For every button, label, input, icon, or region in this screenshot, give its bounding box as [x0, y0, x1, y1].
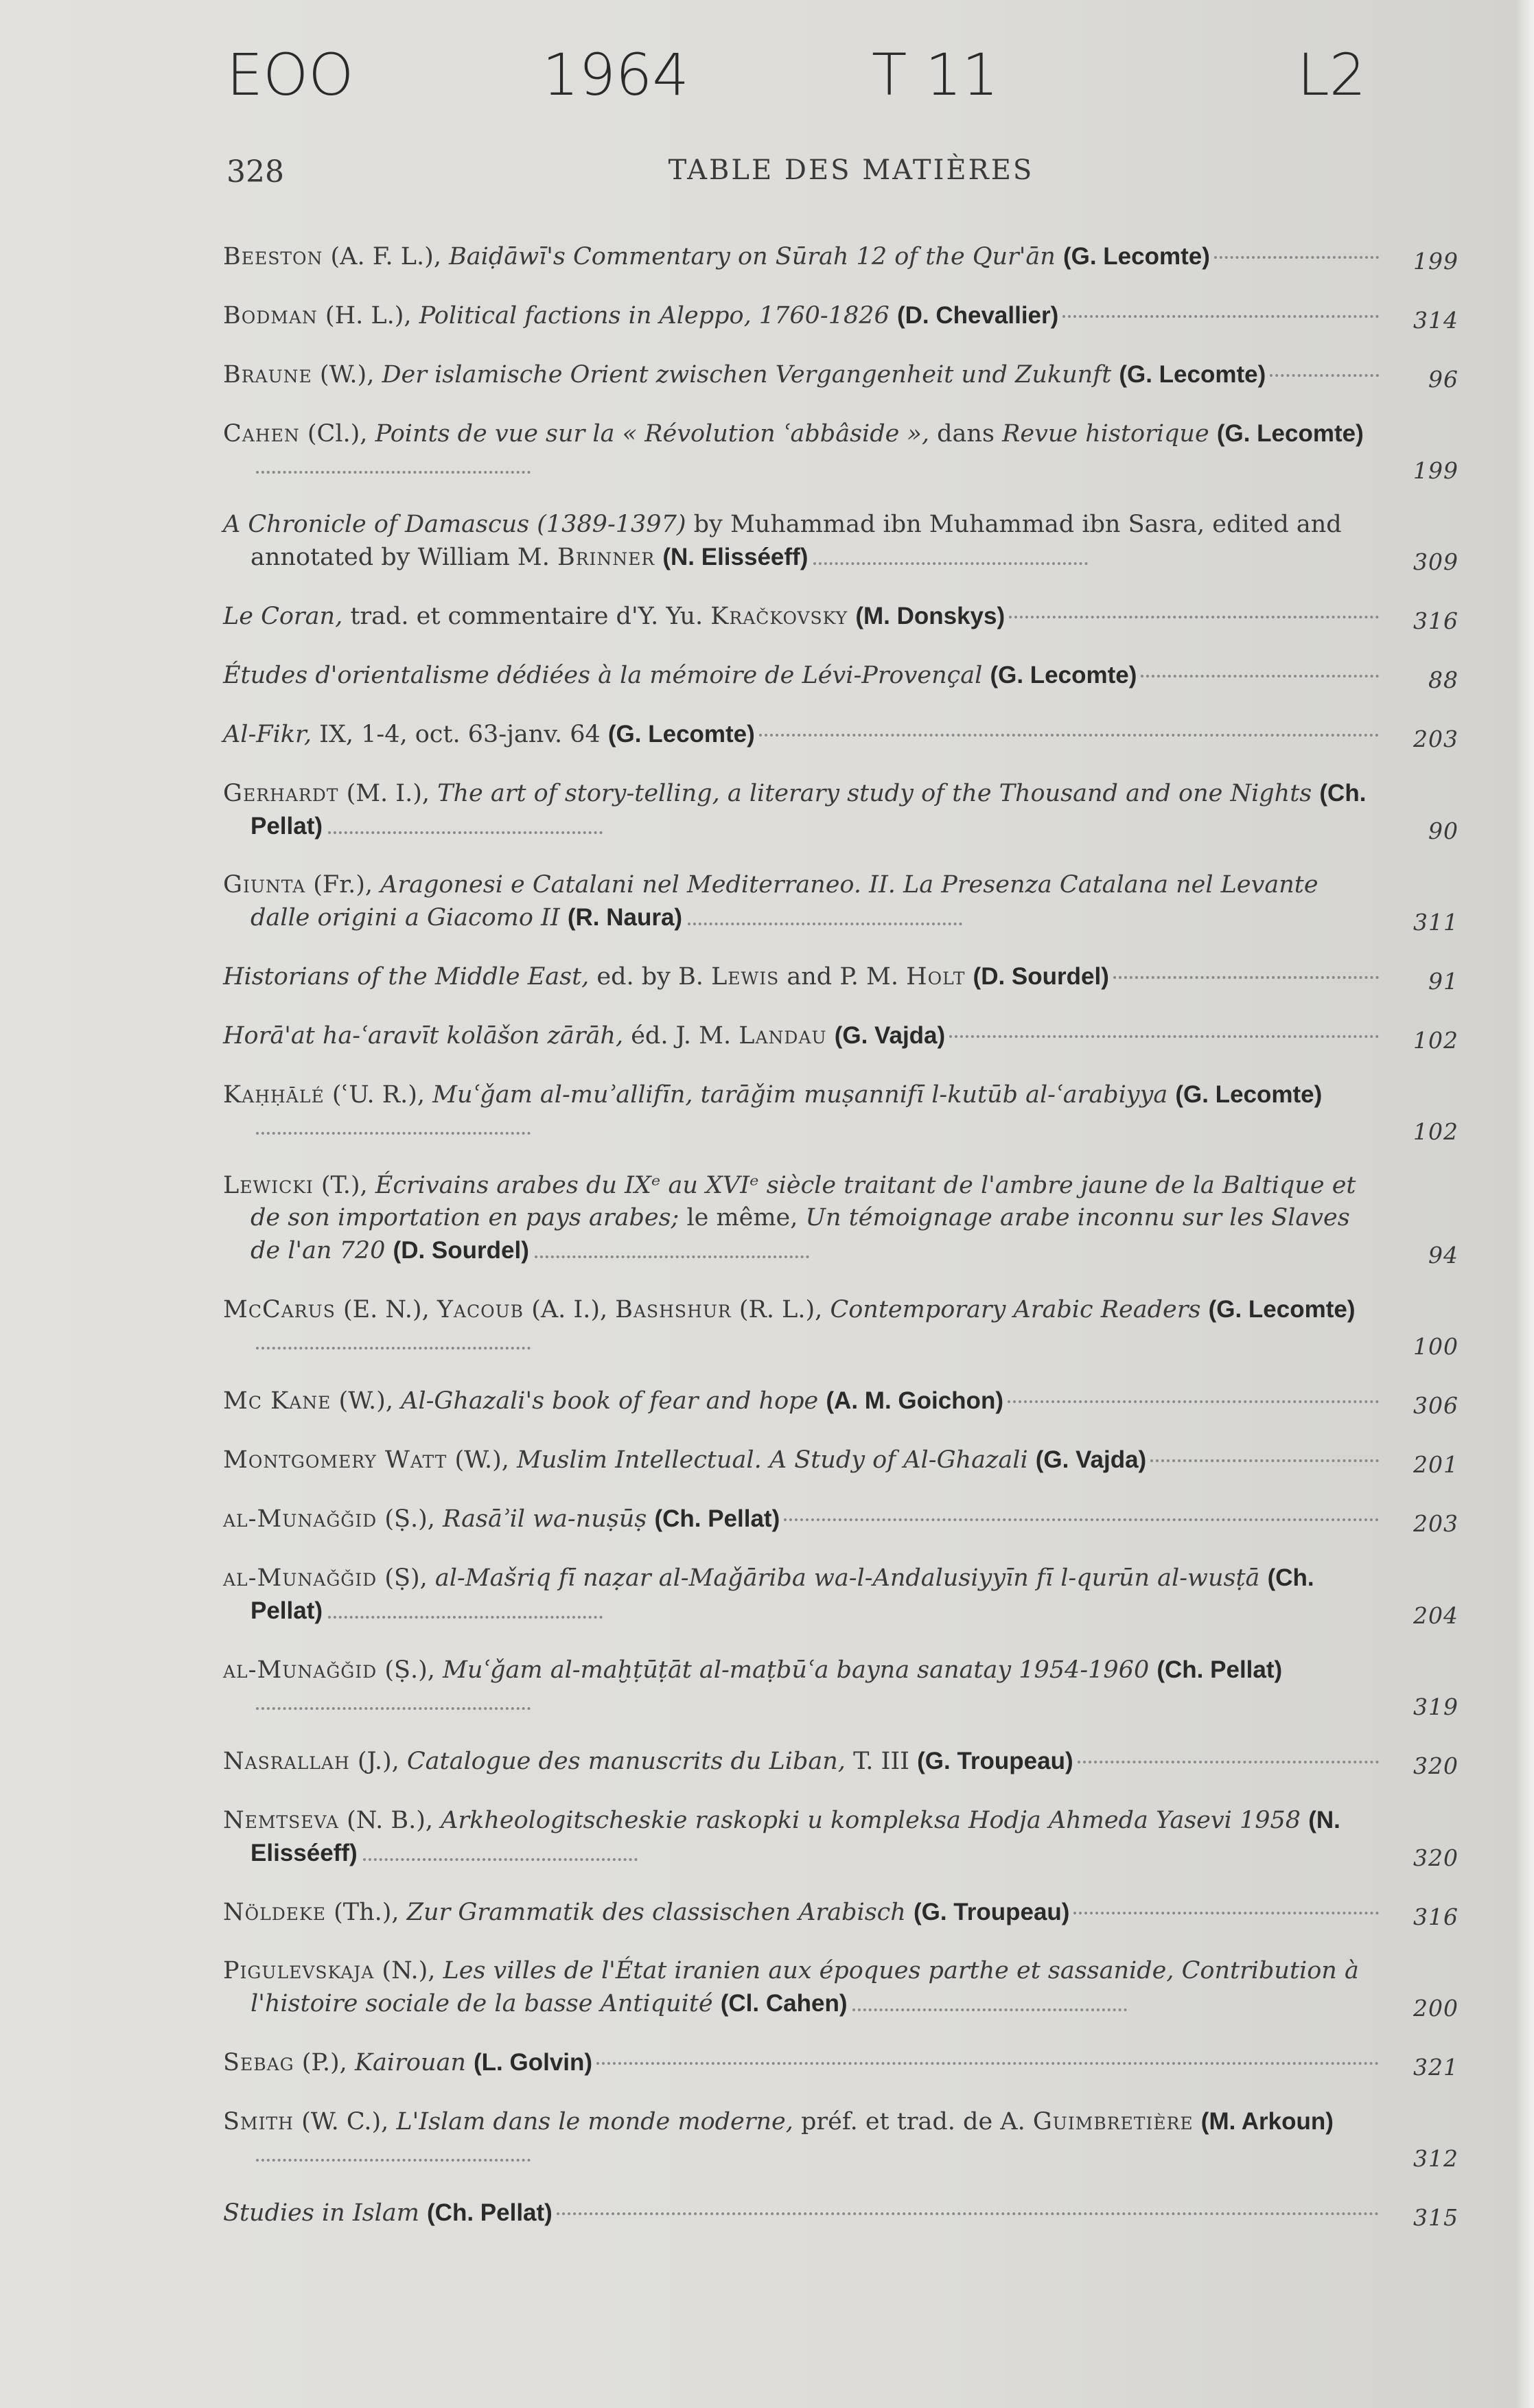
- entry-reviewer: (G. Vajda): [1035, 1446, 1147, 1473]
- entry-author: Nemtseva: [223, 1807, 339, 1834]
- entry-title: L'Islam dans le monde moderne,: [396, 2108, 793, 2135]
- toc-entry: [223, 240, 1459, 273]
- toc-entry: [223, 1170, 1459, 1267]
- entry-initials: (N.),: [374, 1957, 443, 1984]
- leader-dots: [759, 734, 1379, 737]
- entry-line: [223, 2197, 1459, 2230]
- entry-page-number: 316: [1413, 1903, 1459, 1930]
- entry-reviewer: (M. Donskys): [855, 603, 1006, 629]
- entry-title: Contemporary Arabic Readers: [830, 1296, 1201, 1323]
- entry-reviewer: (G. Lecomte): [1208, 1296, 1356, 1323]
- entry-reviewer: (G. Troupeau): [917, 1748, 1073, 1774]
- entry-title: Der islamische Orient zwischen Vergangenheit und Zukunft: [382, 361, 1112, 389]
- entry-text: [223, 1896, 1069, 1929]
- entry-initials: (R. L.),: [731, 1296, 830, 1323]
- toc-entry: [223, 1503, 1459, 1536]
- toc-entry: [223, 1896, 1459, 1929]
- entry-author: Brinner: [557, 544, 655, 571]
- entry-page-number: 102: [1413, 1118, 1459, 1145]
- page-edge: [1513, 0, 1534, 2408]
- entry-initials: (A. F. L.),: [323, 243, 450, 270]
- entry-reviewer: (M. Arkoun): [1200, 2108, 1334, 2135]
- leader-dots: [363, 1858, 638, 1861]
- entry-title: Political factions in Aleppo, 1760-1826: [419, 302, 890, 329]
- entry-reviewer: (G. Troupeau): [913, 1899, 1070, 1925]
- leader-dots: [1150, 1459, 1379, 1462]
- entry-initials: (Ṣ),: [377, 1564, 435, 1592]
- leader-dots: [256, 2159, 531, 2162]
- entry-line: [223, 1385, 1459, 1417]
- entry-text: [223, 718, 755, 751]
- entry-author: Kračkovsky: [710, 603, 848, 630]
- leader-dots: [784, 1518, 1379, 1521]
- entry-text: [223, 659, 1137, 692]
- entry-author: Guimbretière: [1032, 2108, 1194, 2135]
- entry-details: [890, 302, 897, 329]
- entry-author: al-Munaǧǧid: [223, 1505, 377, 1533]
- entry-initials: (W. C.),: [293, 2108, 397, 2135]
- entry-reviewer: (G. Lecomte): [1175, 1081, 1323, 1108]
- entry-title: Points de vue sur la « Révolution ʿabbâside »,: [375, 420, 930, 448]
- entry-author: Bashshur: [615, 1296, 732, 1323]
- entry-details: préf. et trad. de A.: [793, 2108, 1033, 2135]
- leader-dots: [256, 1132, 531, 1135]
- leader-dots: [328, 831, 603, 834]
- entry-title: Catalogue des manuscrits du Liban,: [406, 1748, 846, 1775]
- entry-details: [1028, 1446, 1036, 1474]
- leader-dots: [852, 2008, 1127, 2011]
- entry-author: Beeston: [223, 243, 323, 270]
- toc-entry: [223, 1385, 1459, 1417]
- entry-details: [1149, 1656, 1157, 1684]
- entry-details: [1301, 1807, 1308, 1834]
- leader-dots: [596, 2062, 1379, 2065]
- toc-entry: [223, 2105, 1459, 2170]
- entry-details: éd. J. M.: [623, 1022, 739, 1050]
- leader-dots: [1078, 1761, 1379, 1763]
- entry-author: Landau: [739, 1022, 827, 1050]
- entry-line: [223, 1170, 1459, 1267]
- entry-line: [223, 358, 1459, 391]
- entry-line: [223, 240, 1459, 273]
- table-of-contents: [223, 240, 1459, 2256]
- toc-entry: [223, 299, 1459, 332]
- entry-reviewer: (D. Sourdel): [973, 963, 1109, 990]
- entry-initials: (W.),: [447, 1446, 518, 1474]
- entry-details: le même,: [679, 1204, 806, 1231]
- toc-entry: [223, 600, 1459, 633]
- entry-page-number: 91: [1428, 968, 1459, 995]
- leader-dots: [1113, 976, 1379, 979]
- entry-title: Muʿǧam al-muʾallifīn, tarāǧim muṣannifī l-kutūb al-ʿarabiyya: [432, 1081, 1168, 1109]
- entry-details: [560, 904, 568, 931]
- leader-dots: [256, 1347, 531, 1350]
- entry-author: Smith: [223, 2108, 294, 2135]
- entry-author: Gerhardt: [223, 780, 339, 807]
- entry-line: [223, 1444, 1459, 1477]
- entry-initials: (H. L.),: [317, 302, 419, 329]
- handwritten-volume: T 11: [872, 41, 999, 108]
- entry-text: [223, 299, 1058, 332]
- entry-title: Baiḍāwī's Commentary on Sūrah 12 of the Qur'ān: [449, 243, 1056, 270]
- leader-dots: [1073, 1912, 1379, 1914]
- entry-title: Studies in Islam: [223, 2199, 419, 2227]
- entry-text: [223, 2197, 553, 2230]
- toc-entry: [223, 1654, 1459, 1719]
- leader-dots: [1270, 374, 1379, 377]
- entry-details: [906, 1899, 914, 1926]
- entry-title: Horā'at ha-ʿaravīt kolāšon zārāh,: [223, 1022, 624, 1050]
- toc-entry: [223, 417, 1459, 483]
- entry-reviewer: (G. Lecomte): [607, 721, 755, 748]
- entry-line: [223, 417, 1459, 483]
- leader-dots: [688, 923, 962, 925]
- leader-dots: [256, 1707, 531, 1710]
- entry-text: [223, 358, 1266, 391]
- entry-page-number: 204: [1413, 1602, 1459, 1629]
- entry-details: [1167, 1081, 1175, 1109]
- entry-line: [223, 1654, 1459, 1719]
- entry-text: [223, 2046, 592, 2079]
- leader-dots: [1141, 675, 1379, 678]
- entry-reviewer: (A. M. Goichon): [826, 1387, 1003, 1414]
- entry-title: Muslim Intellectual. A Study of Al-Ghazali: [517, 1446, 1028, 1474]
- entry-reviewer: (G. Lecomte): [1062, 243, 1210, 270]
- entry-reviewer: (D. Sourdel): [393, 1237, 529, 1264]
- entry-title: Kairouan: [354, 2049, 466, 2076]
- entry-text: [223, 420, 1364, 448]
- entry-text: [223, 240, 1210, 273]
- entry-page-number: 96: [1428, 366, 1459, 393]
- page-number: 328: [226, 154, 284, 189]
- entry-title: Les villes de l'État iranien aux époques parthe et sassanide, Contribution à l'histoire sociale de la basse Antiquité: [251, 1957, 1359, 2017]
- entry-line: [223, 1293, 1459, 1358]
- entry-line: [223, 960, 1459, 993]
- entry-initials: (W.),: [312, 361, 382, 389]
- entry-line: [223, 509, 1459, 574]
- entry-title: Écrivains arabes du IXᵉ au XVIᵉ siècle traitant de l'ambre jaune de la Baltique et de son importation en pays arabes;: [251, 1172, 1356, 1231]
- entry-line: [223, 1745, 1459, 1778]
- entry-details: IX, 1-4, oct. 63-janv. 64: [312, 721, 608, 748]
- entry-page-number: 309: [1413, 548, 1459, 575]
- entry-text: [223, 1296, 1356, 1323]
- entry-reviewer: (G. Vajda): [834, 1022, 946, 1049]
- entry-title: Al-Fikr,: [223, 721, 312, 748]
- entry-page-number: 199: [1413, 248, 1459, 275]
- entry-reviewer: (G. Lecomte): [990, 662, 1137, 688]
- entry-author: Bodman: [223, 302, 318, 329]
- entry-page-number: 320: [1413, 1752, 1459, 1779]
- entry-text: [223, 1503, 780, 1536]
- toc-entry: [223, 1562, 1459, 1628]
- toc-entry: [223, 1955, 1459, 2020]
- entry-author: Lewis: [711, 963, 780, 991]
- entry-title: Aragonesi e Catalani nel Mediterraneo. II. La Presenza Catalana nel Levante dalle origini a Giacomo II: [251, 871, 1318, 931]
- entry-author: McCarus: [223, 1296, 336, 1323]
- entry-initials: (ʿU. R.),: [324, 1081, 433, 1109]
- entry-page-number: 90: [1428, 818, 1459, 844]
- toc-entry: [223, 509, 1459, 574]
- entry-page-number: 311: [1413, 909, 1459, 936]
- entry-initials: (Fr.),: [305, 871, 381, 899]
- entry-title: Zur Grammatik des classischen Arabisch: [406, 1899, 906, 1926]
- toc-entry: [223, 2046, 1459, 2079]
- toc-entry: [223, 777, 1459, 843]
- entry-author: Sebag: [223, 2049, 294, 2076]
- entry-author: al-Munaǧǧid: [223, 1564, 377, 1592]
- entry-page-number: 94: [1428, 1242, 1459, 1269]
- entry-page-number: 314: [1413, 307, 1459, 334]
- entry-title: The art of story-telling, a literary study of the Thousand and one Nights: [437, 780, 1312, 807]
- entry-initials: (Th.),: [325, 1899, 407, 1926]
- entry-reviewer: (D. Chevallier): [896, 302, 1059, 329]
- entry-reviewer: (N. Elisséeff): [251, 1807, 1340, 1866]
- entry-details: by Muhammad ibn Muhammad ibn Sasra, edited and annotated by William M.: [251, 511, 1342, 571]
- entry-line: [223, 2105, 1459, 2170]
- entry-page-number: 88: [1428, 667, 1459, 693]
- entry-text: [223, 1385, 1003, 1417]
- entry-author: Pigulevskaja: [223, 1957, 375, 1984]
- entry-page-number: 200: [1413, 1995, 1459, 2022]
- entry-text: [223, 1656, 1282, 1684]
- entry-text: [223, 1957, 1359, 2017]
- entry-initials: (M. I.),: [338, 780, 438, 807]
- entry-title: Un témoignage arabe inconnu sur les Slaves de l'an 720: [251, 1204, 1350, 1264]
- entry-reviewer: (N. Elisséeff): [662, 544, 809, 570]
- entry-text: [223, 1745, 1073, 1778]
- entry-line: [223, 869, 1459, 934]
- entry-page-number: 320: [1413, 1844, 1459, 1871]
- entry-details: [818, 1387, 826, 1415]
- entry-author: Nöldeke: [223, 1899, 326, 1926]
- entry-details: [982, 662, 990, 689]
- entry-author: al-Munaǧǧid: [223, 1656, 377, 1684]
- entry-author: Kaḥḥālé: [223, 1081, 325, 1109]
- entry-title: al-Mašriq fī naẓar al-Maǧāriba wa-l-Andalusiyyīn fī l-qurūn al-wusṭā: [434, 1564, 1260, 1592]
- toc-entry: [223, 2197, 1459, 2230]
- entry-author: Holt: [906, 963, 966, 991]
- entry-page-number: 100: [1413, 1333, 1459, 1360]
- entry-reviewer: (Cl. Cahen): [720, 1990, 848, 2017]
- leader-dots: [1009, 616, 1379, 618]
- entry-reviewer: (Ch. Pellat): [251, 780, 1367, 840]
- toc-entry: [223, 358, 1459, 391]
- entry-initials: (Ṣ.),: [377, 1656, 443, 1684]
- handwritten-note: EOO: [226, 41, 354, 108]
- entry-reviewer: (Ch. Pellat): [654, 1505, 780, 1532]
- toc-entry: [223, 718, 1459, 751]
- entry-details: ed. by B.: [589, 963, 712, 991]
- toc-entry: [223, 960, 1459, 993]
- entry-text: [223, 600, 1005, 633]
- entry-page-number: 201: [1413, 1451, 1459, 1478]
- entry-title: Le Coran,: [223, 603, 343, 630]
- toc-entry: [223, 1745, 1459, 1778]
- entry-text: [223, 960, 1109, 993]
- entry-page-number: 315: [1413, 2204, 1459, 2231]
- entry-line: [223, 1804, 1459, 1870]
- entry-reviewer: (R. Naura): [567, 904, 683, 931]
- entry-reviewer: (Ch. Pellat): [1157, 1656, 1283, 1683]
- leader-dots: [813, 562, 1088, 565]
- entry-reviewer: (Ch. Pellat): [427, 2199, 553, 2226]
- entry-details: [1259, 1564, 1267, 1592]
- entry-title: Arkheologitscheskie raskopki u kompleksa Hodja Ahmeda Yasevi 1958: [441, 1807, 1301, 1834]
- entry-details: dans: [929, 420, 1003, 448]
- entry-author: Montgomery Watt: [223, 1446, 448, 1474]
- entry-author: Lewicki: [223, 1172, 314, 1199]
- entry-line: [223, 718, 1459, 751]
- entry-page-number: 203: [1413, 726, 1459, 752]
- entry-details: trad. et commentaire d'Y. Yu.: [342, 603, 711, 630]
- leader-dots: [535, 1255, 809, 1258]
- entry-initials: (Ṣ.),: [377, 1505, 443, 1533]
- entry-title: Muʿǧam al-maḫṭūṭāt al-maṭbūʿa bayna sanatay 1954-1960: [442, 1656, 1150, 1684]
- entry-initials: (A. I.),: [524, 1296, 616, 1323]
- entry-reviewer: (G. Lecomte): [1119, 361, 1266, 388]
- toc-entry: [223, 659, 1459, 692]
- leader-dots: [557, 2212, 1379, 2215]
- entry-line: [223, 299, 1459, 332]
- entry-initials: (T.),: [313, 1172, 375, 1199]
- entry-initials: (W.),: [331, 1387, 402, 1415]
- entry-line: [223, 1955, 1459, 2020]
- entry-text: [223, 1172, 1356, 1264]
- entry-text: [223, 2108, 1334, 2135]
- entry-reviewer: (G. Lecomte): [1216, 420, 1364, 447]
- entry-title: Al-Ghazali's book of fear and hope: [401, 1387, 819, 1415]
- entry-page-number: 199: [1413, 457, 1459, 484]
- entry-page-number: 321: [1413, 2054, 1459, 2081]
- entry-page-number: 316: [1413, 607, 1459, 634]
- entry-initials: (Cl.),: [299, 420, 375, 448]
- entry-text: [223, 1081, 1322, 1109]
- entry-details: [466, 2049, 474, 2076]
- entry-title: Études d'orientalisme dédiées à la mémoire de Lévi-Provençal: [223, 662, 983, 689]
- entry-details: [713, 1990, 721, 2017]
- entry-line: [223, 1019, 1459, 1052]
- entry-author: Braune: [223, 361, 312, 389]
- entry-author: Yacoub: [437, 1296, 524, 1323]
- entry-page-number: 312: [1413, 2145, 1459, 2172]
- entry-details: and P. M.: [779, 963, 907, 991]
- entry-author: Giunta: [223, 871, 306, 899]
- entry-page-number: 306: [1413, 1392, 1459, 1419]
- entry-line: [223, 1896, 1459, 1929]
- leader-dots: [1008, 1400, 1379, 1403]
- leader-dots: [1214, 256, 1379, 259]
- entry-details: [647, 1505, 654, 1533]
- entry-initials: (E. N.),: [335, 1296, 437, 1323]
- entry-details: [1312, 780, 1319, 807]
- entry-author: Nasrallah: [223, 1748, 350, 1775]
- toc-entry: [223, 1019, 1459, 1052]
- entry-page-number: 319: [1413, 1693, 1459, 1720]
- page-title: TABLE DES MATIÈRES: [668, 154, 1034, 186]
- entry-page-number: 203: [1413, 1510, 1459, 1537]
- leader-dots: [328, 1616, 603, 1619]
- leader-dots: [256, 471, 531, 474]
- entry-title: Historians of the Middle East,: [223, 963, 590, 991]
- entry-line: [223, 659, 1459, 692]
- leader-dots: [1062, 315, 1379, 318]
- toc-entry: [223, 1293, 1459, 1358]
- entry-details: [419, 2199, 427, 2227]
- entry-line: [223, 1562, 1459, 1628]
- entry-line: [223, 600, 1459, 633]
- entry-details: [1056, 243, 1063, 270]
- handwritten-year: 1964: [542, 41, 689, 108]
- handwritten-mark: L2: [1297, 41, 1367, 108]
- toc-entry: [223, 1804, 1459, 1870]
- leader-dots: [949, 1035, 1379, 1038]
- entry-text: [223, 1019, 945, 1052]
- entry-line: [223, 777, 1459, 843]
- entry-initials: (N. B.),: [338, 1807, 441, 1834]
- entry-text: [223, 511, 1342, 571]
- entry-details: T. III: [845, 1748, 918, 1775]
- entry-text: [223, 1444, 1146, 1477]
- entry-reviewer: (L. Golvin): [474, 2049, 593, 2076]
- entry-initials: (P.),: [294, 2049, 355, 2076]
- entry-details: [1111, 361, 1119, 389]
- entry-line: [223, 2046, 1459, 2079]
- entry-line: [223, 1503, 1459, 1536]
- entry-title: Revue historique: [1002, 420, 1209, 448]
- entry-page-number: 102: [1413, 1027, 1459, 1054]
- entry-author: Mc Kane: [223, 1387, 332, 1415]
- toc-entry: [223, 1444, 1459, 1477]
- entry-initials: (J.),: [349, 1748, 407, 1775]
- toc-entry: [223, 1078, 1459, 1144]
- entry-line: [223, 1078, 1459, 1144]
- entry-author: Cahen: [223, 420, 300, 448]
- toc-entry: [223, 869, 1459, 934]
- entry-title: Rasāʾil wa-nuṣūṣ: [442, 1505, 647, 1533]
- entry-reviewer: (Ch. Pellat): [251, 1564, 1314, 1624]
- entry-title: A Chronicle of Damascus (1389-1397): [223, 511, 686, 538]
